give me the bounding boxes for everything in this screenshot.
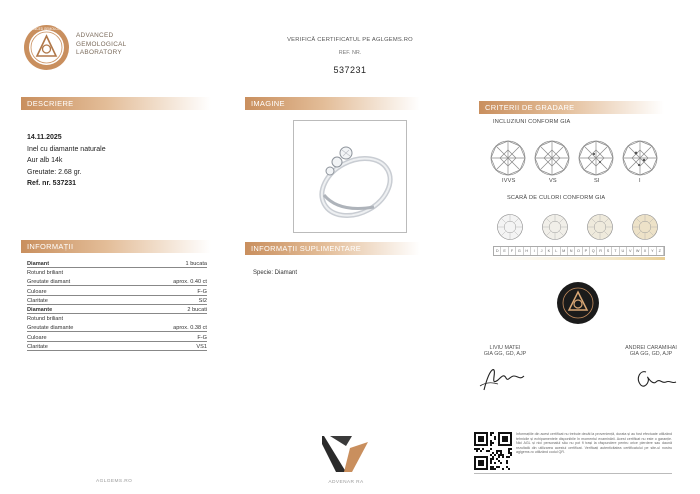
- lab-name-line1: ADVANCED: [76, 32, 114, 39]
- lab-name: [76, 32, 127, 58]
- inclusion-label-0: IVVS: [502, 178, 516, 184]
- info-row-leader: [27, 331, 207, 332]
- info-row-label: Diamante: [27, 307, 53, 313]
- color-scale-letter: D: [494, 247, 501, 255]
- brand-logo-icon: [322, 434, 370, 474]
- lab-seal-logo: [23, 24, 70, 71]
- info-row-value: aprox. 0.40 ct: [173, 279, 207, 286]
- color-scale-letter: O: [575, 247, 582, 255]
- section-informatii-header: INFORMAȚII: [21, 240, 211, 253]
- info-row-value: 1 bucata: [185, 261, 207, 267]
- info-row-value: aprox. 0.38 ct: [173, 325, 207, 332]
- signature-2-title: GIA GG, GD, AJP: [629, 351, 673, 357]
- info-row-value: VS1: [196, 343, 207, 350]
- description-metal: Aur alb 14k: [27, 157, 63, 164]
- supplementary-text: Specie: Diamant: [253, 270, 298, 276]
- info-row-label: Culoare: [27, 334, 47, 341]
- info-row: [27, 289, 207, 298]
- ref-number: 537231: [333, 65, 367, 75]
- color-scale-letter: Y: [649, 247, 656, 255]
- info-row-label: Claritate: [27, 343, 48, 350]
- color-scale-letter: T: [612, 247, 619, 255]
- color-circle: [498, 215, 523, 240]
- signature-1-name: LIVIU MATEI: [489, 345, 521, 351]
- color-circle: [588, 215, 613, 240]
- info-row: [27, 316, 207, 325]
- info-row-leader: [27, 295, 207, 296]
- color-scale-letter: Z: [657, 247, 664, 255]
- signature-2-image: [632, 364, 682, 394]
- description-item: Inel cu diamante naturale: [27, 145, 106, 153]
- section-imagine-header: IMAGINE: [245, 97, 420, 110]
- brand-caption: ADVENAR RA: [328, 480, 364, 485]
- color-scale-letter: W: [634, 247, 641, 255]
- description-ref: Ref. nr. 537231: [27, 180, 77, 187]
- color-scale-letter: N: [568, 247, 575, 255]
- signature-1-title: GIA GG, GD, AJP: [483, 351, 527, 357]
- info-row-label: Claritate: [27, 297, 48, 304]
- signature-1-image: [478, 364, 528, 394]
- color-scale-letter: M: [561, 247, 568, 255]
- info-row-label: Greutate diamante: [27, 325, 74, 332]
- qr-code: [474, 432, 512, 470]
- info-row-label: Rotund briliant: [27, 316, 64, 323]
- info-row-leader: [27, 304, 207, 305]
- signature-2-block: [612, 345, 690, 357]
- description-weight: Greutate: 2.68 gr.: [27, 168, 82, 176]
- info-row-value: F-G: [197, 334, 207, 341]
- info-row-leader: [27, 341, 207, 342]
- description-block: [27, 132, 106, 190]
- lab-name-line2: GEMOLOGICAL: [76, 40, 127, 48]
- info-row: [27, 298, 207, 307]
- color-scale-letter: F: [509, 247, 516, 255]
- legal-note-underline: [474, 473, 672, 474]
- color-scale-letter: U: [620, 247, 627, 255]
- color-scale-letter: X: [642, 247, 649, 255]
- color-scale-letter: P: [583, 247, 590, 255]
- info-row-value: F-G: [197, 288, 207, 295]
- color-circle: [543, 215, 568, 240]
- legal-note: Informațiile din acest certificat nu trebuie decât la proveniență, durata și au fost efectuate utilizând tehnicile și echipamentele disponibile în momentul examinării. Acest certificat nu este o garanție. Nici AGL și nici personalul său nu pot fi trași la răspundere pentru orice pierdere sau daună rezultată din utilizarea acestui certificat. Verificați autenticitatea certificatului pe site-ul nostru aglgems.ro utilizând codul QR.: [516, 432, 672, 455]
- description-date: 14.11.2025: [27, 134, 62, 141]
- color-scale-gradient: [493, 257, 665, 260]
- info-row: [27, 279, 207, 288]
- footer-website: AGLGEMS.RO: [96, 479, 133, 484]
- info-row-leader: [27, 350, 207, 351]
- signature-2-name: ANDREI CARAMIHAI: [625, 345, 677, 351]
- inclusion-label-2: SI: [594, 178, 600, 184]
- info-row-label: Rotund briliant: [27, 270, 64, 277]
- info-row: [27, 344, 207, 353]
- section-descriere-header: DESCRIERE: [21, 97, 211, 110]
- info-row-label: Culoare: [27, 288, 47, 295]
- color-scale-letter: L: [553, 247, 560, 255]
- inclusions-title: INCLUZIUNI CONFORM GIA: [493, 119, 571, 125]
- lab-name-line3: LABORATORY: [76, 49, 122, 56]
- color-scale-letter: R: [597, 247, 604, 255]
- ring-image-frame: [293, 120, 407, 233]
- color-scale-letter: I: [531, 247, 538, 255]
- info-row: [27, 335, 207, 344]
- color-scale-letter: K: [546, 247, 553, 255]
- section-criterii-header: CRITERII DE GRADARE: [479, 101, 664, 114]
- ref-label: REF. NR.: [338, 50, 362, 56]
- inclusion-label-1: VS: [549, 178, 557, 184]
- info-row-leader: [27, 285, 207, 286]
- color-scale-letter: V: [627, 247, 634, 255]
- color-scale-letter: Q: [590, 247, 597, 255]
- color-scale-letter: J: [538, 247, 545, 255]
- inclusion-diagram: [490, 138, 665, 194]
- section-informatii-supl-header: INFORMAȚII SUPLIMENTARE: [245, 242, 420, 255]
- inclusion-label-3: I: [639, 178, 641, 184]
- info-row-label: Greutate diamant: [27, 279, 71, 286]
- info-row: [27, 270, 207, 279]
- color-scale-letter: G: [516, 247, 523, 255]
- color-scale: [493, 246, 665, 256]
- color-scale-letter: H: [524, 247, 531, 255]
- verify-block: [260, 37, 440, 75]
- colors-title: SCARĂ DE CULORI CONFORM GIA: [507, 195, 606, 201]
- info-row-value: SI2: [198, 297, 207, 304]
- info-row-label: Diamant: [27, 261, 50, 267]
- authenticity-seal: [556, 281, 600, 325]
- info-row: [27, 307, 207, 316]
- verify-title: VERIFICĂ CERTIFICATUL PE AGLGEMS.RO: [287, 37, 413, 43]
- ring-image: [294, 121, 406, 232]
- signature-1-block: [470, 345, 540, 357]
- color-circles: [494, 212, 664, 244]
- info-row: [27, 261, 207, 270]
- info-row-leader: [27, 267, 207, 268]
- color-circle: [633, 215, 658, 240]
- info-row: [27, 325, 207, 334]
- color-scale-letter: E: [501, 247, 508, 255]
- info-row-value: 2 bucati: [187, 307, 207, 313]
- svg-text:ADVANCED GEMOLOGICAL: ADVANCED GEMOLOGICAL: [25, 27, 68, 32]
- info-row-leader: [27, 313, 207, 314]
- color-scale-letter: S: [605, 247, 612, 255]
